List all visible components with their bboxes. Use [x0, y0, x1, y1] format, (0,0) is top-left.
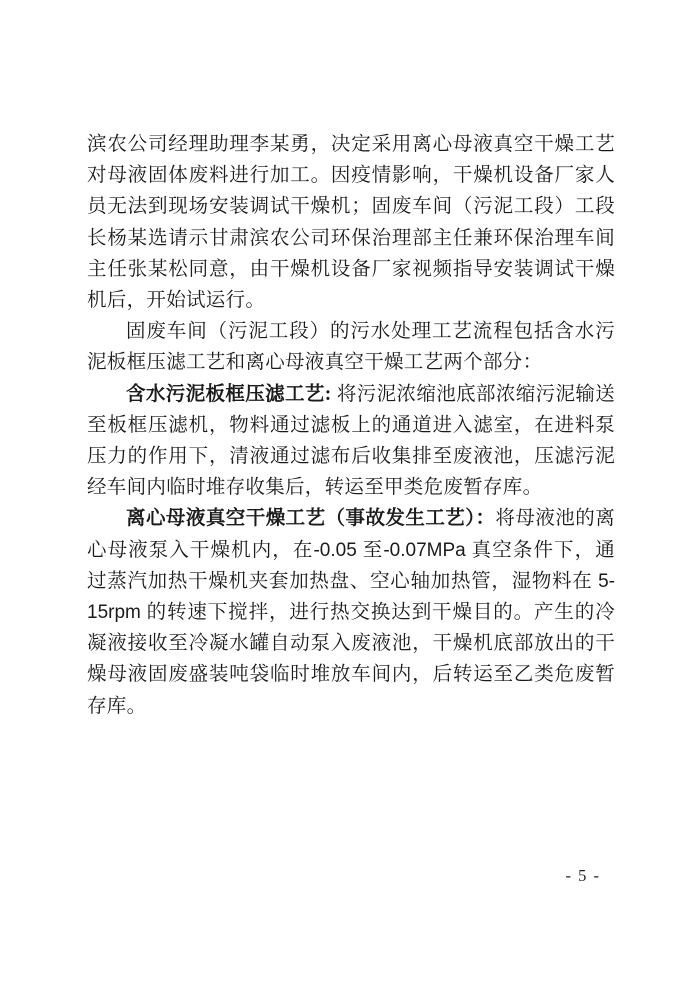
paragraph-filter-press-process [87, 379, 615, 504]
paragraph-text: 真空条件下，通过蒸汽加热干燥机夹套加热盘、空心轴加热管，湿物料在 [87, 539, 616, 592]
inline-heading-vacuum-drying: 离心母液真空干燥工艺（事故发生工艺）： [126, 508, 496, 530]
paragraph-text: 将污泥浓缩池底部浓缩污泥输送至板框压滤机，物料通过滤板上的通道进入滤室，在进料泵压力的作用下，清液通过滤布后收集排至废液池，压滤污泥经车间内临时堆存收集后，转运至甲类危废暂存库。 [87, 383, 615, 499]
inline-heading-filter-press: 含水污泥板框压滤工艺: [126, 383, 332, 405]
paragraph-text: 的转速下搅拌，进行热交换达到干燥目的。产生的冷凝液接收至冷凝水罐自动泵入废液池，干燥机底部放出的干燥母液固废盛装吨袋临时堆放车间内，后转运至乙类危废暂存库。 [87, 602, 615, 717]
paragraph-text: 固废车间（污泥工段）的污水处理工艺流程包括含水污泥板框压滤工艺和离心母液真空干燥工艺两个部分： [87, 321, 615, 374]
paragraph-vacuum-drying-process [87, 503, 615, 721]
paragraph-text: 滨农公司经理助理李某勇，决定采用离心母液真空干燥工艺对母液固体废料进行加工。因疫情影响，干燥机设备厂家人员无法到现场安装调试干燥机；固废车间（污泥工段）工段长杨某选请示甘肃滨农公司环保治理部主任兼环保治理车间主任张某松同意，由干燥机设备厂家视频指导安装调试干燥机后，开始试运行。 [87, 134, 615, 312]
paragraph-text: 至 [356, 539, 384, 561]
paragraph-process-overview [87, 316, 615, 378]
pressure-value-high: -0.07MPa [383, 539, 466, 561]
page-number: - 5 - [565, 866, 601, 885]
rotation-speed-value: 5-15rpm [87, 570, 615, 624]
paragraph-text: 将母液池的离心母液泵入干燥机内，在 [87, 508, 615, 561]
body-text [87, 129, 615, 722]
paragraph-continuation [87, 129, 615, 316]
pressure-value-low: -0.05 [313, 539, 357, 561]
